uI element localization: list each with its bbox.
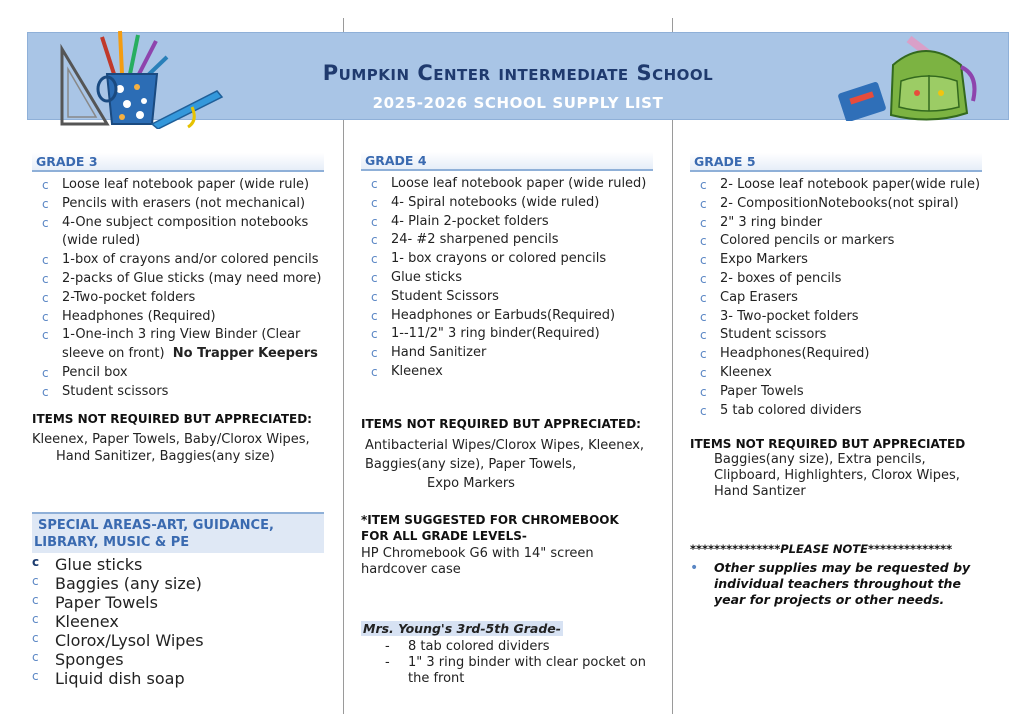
please-note-body	[690, 560, 980, 608]
bullet-icon: c	[700, 384, 707, 399]
grade3-heading: GRADE 3	[32, 153, 324, 172]
bullet-icon: c	[371, 252, 378, 267]
bullet-icon: c	[371, 233, 378, 248]
bullet-icon: c	[42, 215, 49, 230]
grade4-appreciated-text: Antibacterial Wipes/Clorox Wipes, Kleenex, Baggies(any size), Paper Towels, Expo Markers	[365, 438, 645, 491]
grade5-appreciated-heading: ITEMS NOT REQUIRED BUT APPRECIATED	[690, 437, 966, 451]
list-item: c 2- CompositionNotebooks(not spiral)	[690, 195, 982, 214]
backpack-clipart-icon	[833, 35, 983, 121]
grade4-heading: GRADE 4	[361, 152, 653, 171]
bullet-icon: c	[32, 631, 39, 645]
grade5-heading: GRADE 5	[690, 153, 982, 172]
grade3-column	[32, 153, 324, 402]
bullet-icon: c	[42, 253, 49, 268]
list-item: c Loose leaf notebook paper (wide rule)	[32, 176, 324, 195]
grade4-appreciated-heading: ITEMS NOT REQUIRED BUT APPRECIATED:	[361, 417, 641, 431]
bullet-icon: c	[700, 178, 707, 192]
bullet-icon: c	[42, 290, 49, 305]
special-areas-section	[32, 512, 324, 688]
list-item: c Headphones(Required)	[690, 345, 982, 364]
grade3-appreciated-text: Kleenex, Paper Towels, Baby/Clorox Wipes, Hand Sanitizer, Baggies(any size)	[32, 432, 310, 464]
supply-list-title: 2025-2026 SCHOOL SUPPLY LIST	[372, 94, 664, 112]
mrs-young-list	[361, 639, 661, 687]
bullet-icon: c	[700, 253, 707, 268]
bullet-icon: c	[42, 384, 49, 399]
bullet-icon: c	[32, 555, 40, 569]
column-divider	[343, 18, 344, 714]
list-item: c Expo Markers	[690, 251, 982, 270]
bullet-icon: c	[371, 364, 378, 379]
bullet-icon: c	[42, 328, 49, 343]
list-item: c Clorox/Lysol Wipes	[32, 631, 204, 650]
grade4-column	[361, 152, 653, 382]
please-note-text: Other supplies may be requested by individual teachers throughout the year for projects or other needs.	[714, 560, 971, 607]
grade5-appreciated-text: Baggies(any size), Extra pencils, Clipboard, Highlighters, Clorox Wipes, Hand Santizer	[714, 452, 960, 499]
list-item: c 4- Plain 2-pocket folders	[361, 213, 653, 232]
list-item: c Kleenex	[361, 363, 653, 382]
list-item: c Kleenex	[690, 364, 982, 383]
bullet-icon: c	[371, 214, 378, 229]
list-item: - 8 tab colored dividers	[385, 639, 550, 654]
list-item: c Student scissors	[32, 383, 324, 402]
list-item: - 1" 3 ring binder with clear pocket on the front	[385, 655, 646, 686]
list-item: c Pencils with erasers (not mechanical)	[32, 195, 324, 214]
list-item: c 1--11/2" 3 ring binder(Required)	[361, 325, 653, 344]
note-bullet-icon: •	[690, 560, 699, 576]
no-trapper-note: No Trapper Keepers	[172, 346, 318, 362]
bullet-icon: c	[700, 347, 707, 362]
list-item: c Pencil box	[32, 364, 324, 383]
list-item: c Glue sticks	[361, 269, 653, 288]
bullet-icon: c	[700, 309, 707, 324]
list-item: c 1-box of crayons and/or colored pencils	[32, 251, 324, 270]
list-item: c 1-One-inch 3 ring View Binder (Clear sleeve on front) No Trapper Keepers	[42, 327, 318, 362]
bullet-icon: c	[700, 328, 707, 343]
list-item: c Cap Erasers	[690, 289, 982, 308]
bullet-icon: c	[371, 289, 378, 304]
list-item: c Baggies (any size)	[32, 574, 202, 593]
chromebook-heading: *ITEM SUGGESTED FOR CHROMEBOOK FOR ALL GRADE LEVELS-	[361, 513, 619, 543]
list-item: c 24- #2 sharpened pencils	[361, 231, 653, 250]
list-item: c 2- Loose leaf notebook paper(wide rule)	[690, 176, 982, 195]
list-item: c Glue sticks	[32, 555, 143, 574]
mrs-young-heading: Mrs. Young's 3rd-5th Grade-	[363, 621, 561, 636]
list-item: c 5 tab colored dividers	[690, 402, 982, 421]
list-item: c 2-packs of Glue sticks (may need more)	[32, 270, 324, 289]
bullet-icon: c	[371, 327, 378, 342]
grade5-column	[690, 153, 982, 420]
bullet-icon: c	[32, 574, 39, 588]
bullet-icon: c	[42, 196, 49, 211]
bullet-icon: c	[371, 270, 378, 285]
special-areas-list	[32, 555, 324, 688]
list-item: c 4- Spiral notebooks (wide ruled)	[361, 194, 653, 213]
list-item: c Headphones or Earbuds(Required)	[361, 307, 653, 326]
list-item: c 1- box crayons or colored pencils	[361, 250, 653, 269]
bullet-icon: c	[371, 346, 378, 361]
list-item: c Colored pencils or markers	[690, 232, 982, 251]
list-item: c Student Scissors	[361, 288, 653, 307]
mrs-young-section	[361, 618, 661, 687]
bullet-icon: c	[700, 234, 707, 249]
chromebook-text: HP Chromebook G6 with 14" screen hardcover case	[361, 546, 594, 577]
bullet-icon: c	[42, 309, 49, 324]
header-banner	[27, 32, 1009, 120]
bullet-icon: c	[32, 593, 39, 607]
list-item: c Student scissors	[690, 326, 982, 345]
column-divider	[672, 18, 673, 714]
grade4-list	[361, 175, 653, 382]
please-note-heading: ***************PLEASE NOTE**************	[690, 542, 953, 556]
bullet-icon: c	[700, 403, 707, 418]
list-item: c Loose leaf notebook paper (wide ruled)	[361, 175, 653, 194]
bullet-icon: c	[42, 178, 49, 192]
bullet-icon: c	[371, 195, 378, 210]
bullet-icon: c	[700, 196, 707, 211]
bullet-icon: c	[700, 365, 707, 380]
list-item: c 2- boxes of pencils	[690, 270, 982, 289]
list-item: c 3- Two-pocket folders	[690, 308, 982, 327]
grade3-appreciated-heading: ITEMS NOT REQUIRED BUT APPRECIATED:	[32, 412, 312, 426]
list-item: c 2-Two-pocket folders	[32, 289, 324, 308]
bullet-icon: c	[42, 365, 49, 380]
list-item: c Headphones (Required)	[32, 308, 324, 327]
list-item: c Paper Towels	[690, 383, 982, 402]
bullet-icon: c	[32, 669, 39, 683]
bullet-icon: c	[700, 290, 707, 305]
list-item: c 2" 3 ring binder	[690, 214, 982, 233]
list-item: c Liquid dish soap	[32, 669, 185, 688]
bullet-icon: c	[32, 650, 39, 664]
list-item: c Kleenex	[32, 612, 119, 631]
bullet-icon: c	[42, 271, 49, 286]
bullet-icon: c	[700, 271, 707, 286]
list-item: c Hand Sanitizer	[361, 344, 653, 363]
grade5-list	[690, 176, 982, 420]
bullet-icon: c	[371, 308, 378, 323]
school-name: Pumpkin Center intermediate School	[322, 61, 714, 85]
grade3-list	[32, 176, 324, 402]
list-item: c Paper Towels	[32, 593, 158, 612]
list-item: c 4-One subject composition notebooks (wide ruled)	[42, 214, 309, 249]
special-areas-heading: SPECIAL AREAS-ART, GUIDANCE, LIBRARY, MUSIC & PE	[32, 512, 324, 553]
bullet-icon: c	[371, 177, 378, 191]
bullet-icon: c	[32, 612, 39, 626]
bullet-icon: c	[700, 215, 707, 230]
list-item: c Sponges	[32, 650, 124, 669]
